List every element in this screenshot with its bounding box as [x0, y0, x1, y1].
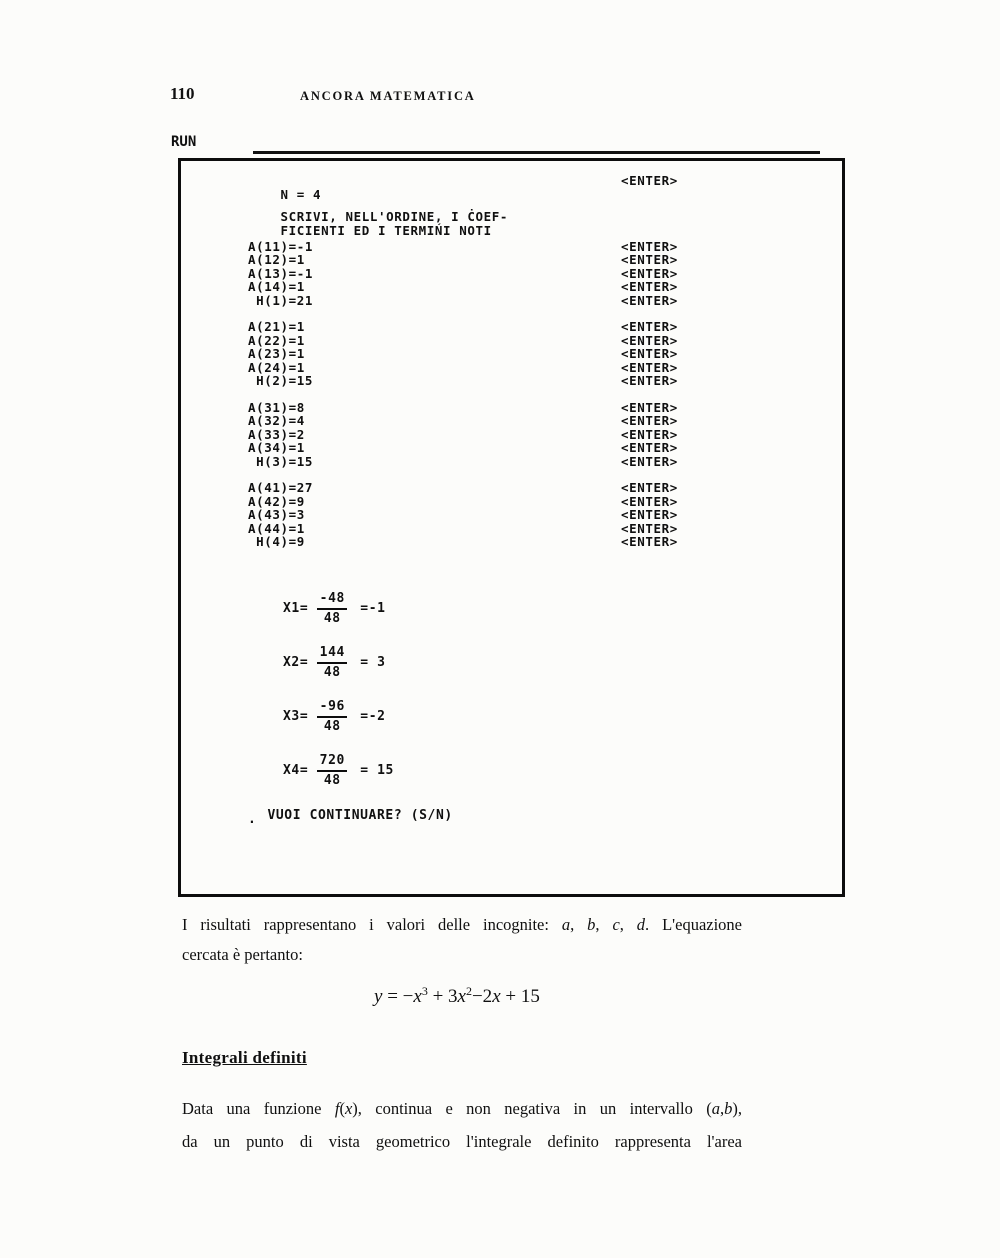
- paragraph-line: da un punto di vista geometrico l'integrale definito rappresenta l'area: [182, 1132, 742, 1151]
- terminal-line: [181, 240, 842, 254]
- paragraph-line: cercata è pertanto:: [182, 945, 303, 964]
- terminal-text: A(14)=1: [248, 279, 305, 294]
- terminal-text: A(43)=3: [248, 507, 305, 522]
- terminal-line: [181, 280, 842, 294]
- fraction: [317, 646, 347, 680]
- fraction-bar: [317, 716, 347, 718]
- terminal-line: [181, 253, 842, 267]
- fraction: [317, 700, 347, 734]
- terminal-text: H(3)=15: [248, 453, 314, 469]
- terminal-text: FICIENTI ED I TERMIŃI NOTI: [280, 222, 492, 238]
- terminal-text: H(4)=9: [248, 534, 305, 549]
- paragraph-line: [182, 910, 742, 940]
- text: (: [339, 1099, 345, 1118]
- terminal-line: [181, 508, 842, 522]
- fraction-bar: [317, 662, 347, 664]
- fraction-bar: [317, 608, 347, 610]
- terminal-text: H(2)=15: [248, 373, 314, 388]
- terminal-text: H(1)=21: [248, 292, 314, 308]
- enter-key-label: <ENTER>: [621, 480, 678, 495]
- text: I risultati rappresentano i valori delle incognite:: [182, 915, 562, 934]
- section-heading: Integrali definiti: [182, 1048, 307, 1067]
- terminal-line: [181, 441, 842, 455]
- text: + 3: [427, 986, 458, 1007]
- running-title: ANCORA MATEMATICA: [300, 89, 476, 103]
- var-x: x: [492, 986, 501, 1007]
- page-number: 110: [170, 84, 195, 103]
- enter-key-label: <ENTER>: [621, 332, 678, 348]
- var-a: a: [561, 915, 571, 934]
- terminal-line-n: [181, 173, 842, 202]
- terminal-line: [181, 361, 842, 375]
- terminal-line: [181, 267, 842, 281]
- paragraph-results: [182, 910, 742, 970]
- terminal-line: [181, 481, 842, 495]
- terminal-text: A(31)=8: [248, 399, 305, 415]
- terminal-line: [181, 495, 842, 509]
- terminal-output-box: [178, 158, 845, 897]
- fraction-bar: [317, 770, 347, 772]
- terminal-line: [181, 401, 842, 415]
- terminal-line: [181, 414, 842, 428]
- solution-result: =-1: [360, 601, 386, 616]
- fraction: [317, 592, 347, 626]
- text: Data una funzione: [182, 1099, 335, 1118]
- exponent-3: 3: [421, 984, 428, 998]
- enter-key-label: <ENTER>: [621, 292, 678, 308]
- terminal-line: [181, 374, 842, 388]
- terminal-line: [181, 455, 842, 469]
- solution-row-x1: [283, 592, 842, 626]
- solution-row-x3: [283, 700, 842, 734]
- solution-label: X3=: [283, 709, 309, 724]
- text: −2: [471, 986, 493, 1007]
- fraction-numerator: -48: [319, 590, 345, 606]
- continue-prompt-line: [181, 807, 842, 827]
- enter-key-label: <ENTER>: [621, 520, 678, 536]
- enter-key-label: <ENTER>: [621, 346, 678, 361]
- cursor: .: [248, 811, 257, 827]
- var-c: c: [612, 915, 620, 934]
- fraction-denominator: 48: [323, 772, 341, 788]
- solution-row-x4: [283, 754, 842, 788]
- text: . L'equazione: [645, 915, 743, 934]
- solution-result: =-2: [360, 709, 386, 724]
- var-x: x: [413, 986, 422, 1007]
- text: + 15: [500, 986, 540, 1007]
- terminal-line: [181, 320, 842, 334]
- var-a: a: [711, 1099, 720, 1118]
- terminal-text: A(11)=-1: [248, 238, 314, 254]
- terminal-text: A(34)=1: [248, 440, 305, 455]
- terminal-line: [181, 294, 842, 308]
- fraction-denominator: 48: [323, 664, 341, 680]
- terminal-text: SCRIVI, NELL'ORDINE, I ĊOEF-: [280, 209, 509, 224]
- terminal-text: A(32)=4: [248, 413, 305, 428]
- var-d: d: [636, 915, 646, 934]
- var-x: x: [457, 986, 466, 1007]
- enter-key-label: <ENTER>: [621, 399, 678, 415]
- terminal-prompt-line: [181, 197, 842, 224]
- enter-key-label: <ENTER>: [621, 413, 678, 428]
- terminal-text: A(41)=27: [248, 480, 314, 495]
- terminal-text: N = 4: [280, 186, 322, 202]
- terminal-line: [181, 334, 842, 348]
- var-y: y: [374, 986, 383, 1007]
- var-b: b: [724, 1099, 733, 1118]
- solution-result: = 3: [360, 655, 386, 670]
- fraction-numerator: -96: [319, 698, 345, 714]
- terminal-text: A(24)=1: [248, 359, 305, 375]
- terminal-prompt-line: [181, 210, 842, 238]
- enter-key-label: <ENTER>: [621, 534, 678, 549]
- var-x: x: [344, 1099, 353, 1118]
- enter-key-label: <ENTER>: [621, 252, 678, 267]
- fraction-denominator: 48: [323, 610, 341, 626]
- text: ),: [732, 1099, 742, 1118]
- enter-key-label: <ENTER>: [621, 173, 678, 188]
- run-label: RUN: [171, 134, 197, 150]
- enter-key-label: <ENTER>: [621, 507, 678, 522]
- enter-key-label: <ENTER>: [621, 453, 678, 469]
- enter-key-label: <ENTER>: [621, 238, 678, 254]
- var-f: f: [334, 1099, 340, 1118]
- enter-key-label: <ENTER>: [621, 440, 678, 455]
- solution-label: X4=: [283, 763, 309, 778]
- solution-row-x2: [283, 646, 842, 680]
- enter-key-label: <ENTER>: [621, 426, 678, 442]
- text: ,: [619, 915, 637, 934]
- text: ), continua e non negativa in un intervallo (: [352, 1099, 712, 1118]
- terminal-text: A(33)=2: [248, 426, 305, 442]
- terminal-line: [181, 428, 842, 442]
- terminal-text: A(42)=9: [248, 493, 305, 509]
- terminal-text: A(22)=1: [248, 332, 305, 348]
- text: ,: [570, 915, 588, 934]
- enter-key-label: <ENTER>: [621, 265, 678, 281]
- terminal-text: A(23)=1: [248, 346, 305, 361]
- text: = −: [382, 986, 414, 1007]
- terminal-line: [181, 522, 842, 536]
- terminal-line: [181, 347, 842, 361]
- fraction: [317, 754, 347, 788]
- solution-label: X2=: [283, 655, 309, 670]
- text: ,: [595, 915, 613, 934]
- enter-key-label: <ENTER>: [621, 279, 678, 294]
- enter-key-label: <ENTER>: [621, 359, 678, 375]
- fraction-denominator: 48: [323, 718, 341, 734]
- terminal-line: [181, 535, 842, 549]
- rule-line: [253, 151, 820, 154]
- terminal-text: A(44)=1: [248, 520, 305, 536]
- terminal-text: A(21)=1: [248, 319, 305, 334]
- solution-result: = 15: [360, 763, 394, 778]
- enter-key-label: <ENTER>: [621, 373, 678, 388]
- paragraph-line: [182, 1092, 742, 1125]
- fraction-numerator: 720: [319, 752, 345, 768]
- exponent-2: 2: [465, 984, 472, 998]
- equation: [374, 984, 540, 1008]
- enter-key-label: <ENTER>: [621, 493, 678, 509]
- terminal-text: A(12)=1: [248, 252, 305, 267]
- text: ,: [720, 1099, 725, 1118]
- paragraph-integrals: [182, 1092, 742, 1158]
- enter-key-label: <ENTER>: [621, 319, 678, 334]
- continue-prompt: VUOI CONTINUARE? (S/N): [267, 807, 453, 823]
- fraction-numerator: 144: [319, 644, 345, 660]
- solution-label: X1=: [283, 601, 309, 616]
- var-b: b: [587, 915, 596, 934]
- terminal-text: A(13)=-1: [248, 265, 314, 281]
